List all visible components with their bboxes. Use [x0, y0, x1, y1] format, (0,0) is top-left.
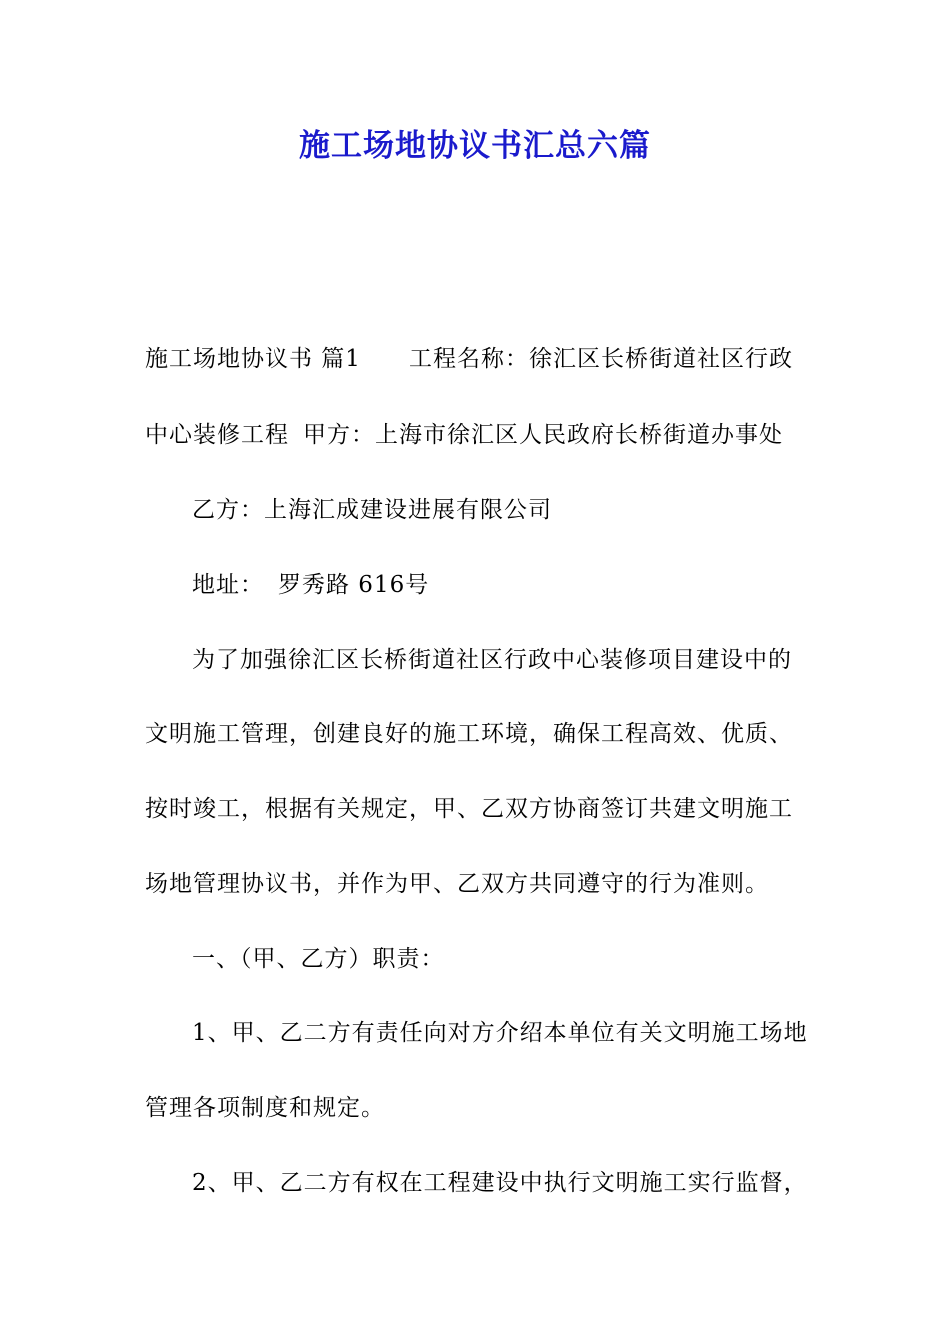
- paragraph-line: 场地管理协议书，并作为甲、乙双方共同遵守的行为准则。: [145, 871, 769, 897]
- paragraph-line: 文明施工管理，创建良好的施工环境，确保工程高效、优质、: [145, 721, 793, 747]
- document-title: 施工场地协议书汇总六篇: [299, 128, 651, 164]
- project-name-cont: 中心装修工程: [145, 422, 289, 448]
- paragraph-line: 2、甲、乙二方有权在工程建设中执行文明施工实行监督，: [192, 1170, 808, 1196]
- paragraph-line: 管理各项制度和规定。: [145, 1095, 385, 1121]
- paragraph-line: 为了加强徐汇区长桥街道社区行政中心装修项目建设中的: [192, 647, 792, 673]
- text-line-1: [145, 346, 793, 374]
- party-a: 甲方：上海市徐汇区人民政府长桥街道办事处: [303, 422, 783, 448]
- address-line: [192, 572, 429, 600]
- address-label: 地址：: [192, 572, 264, 598]
- paragraph-line: 按时竣工，根据有关规定，甲、乙双方协商签订共建文明施工: [145, 796, 793, 822]
- party-b: 乙方：上海汇成建设进展有限公司: [192, 497, 552, 523]
- section-heading-duties: 一、（甲、乙方）职责：: [192, 946, 445, 972]
- section-heading: 施工场地协议书 篇1: [145, 346, 361, 372]
- address-value: 罗秀路 616号: [278, 572, 430, 598]
- paragraph-line: 1、甲、乙二方有责任向对方介绍本单位有关文明施工场地: [192, 1020, 808, 1046]
- project-name: 工程名称：徐汇区长桥街道社区行政: [408, 346, 793, 372]
- text-line-2: [145, 422, 783, 450]
